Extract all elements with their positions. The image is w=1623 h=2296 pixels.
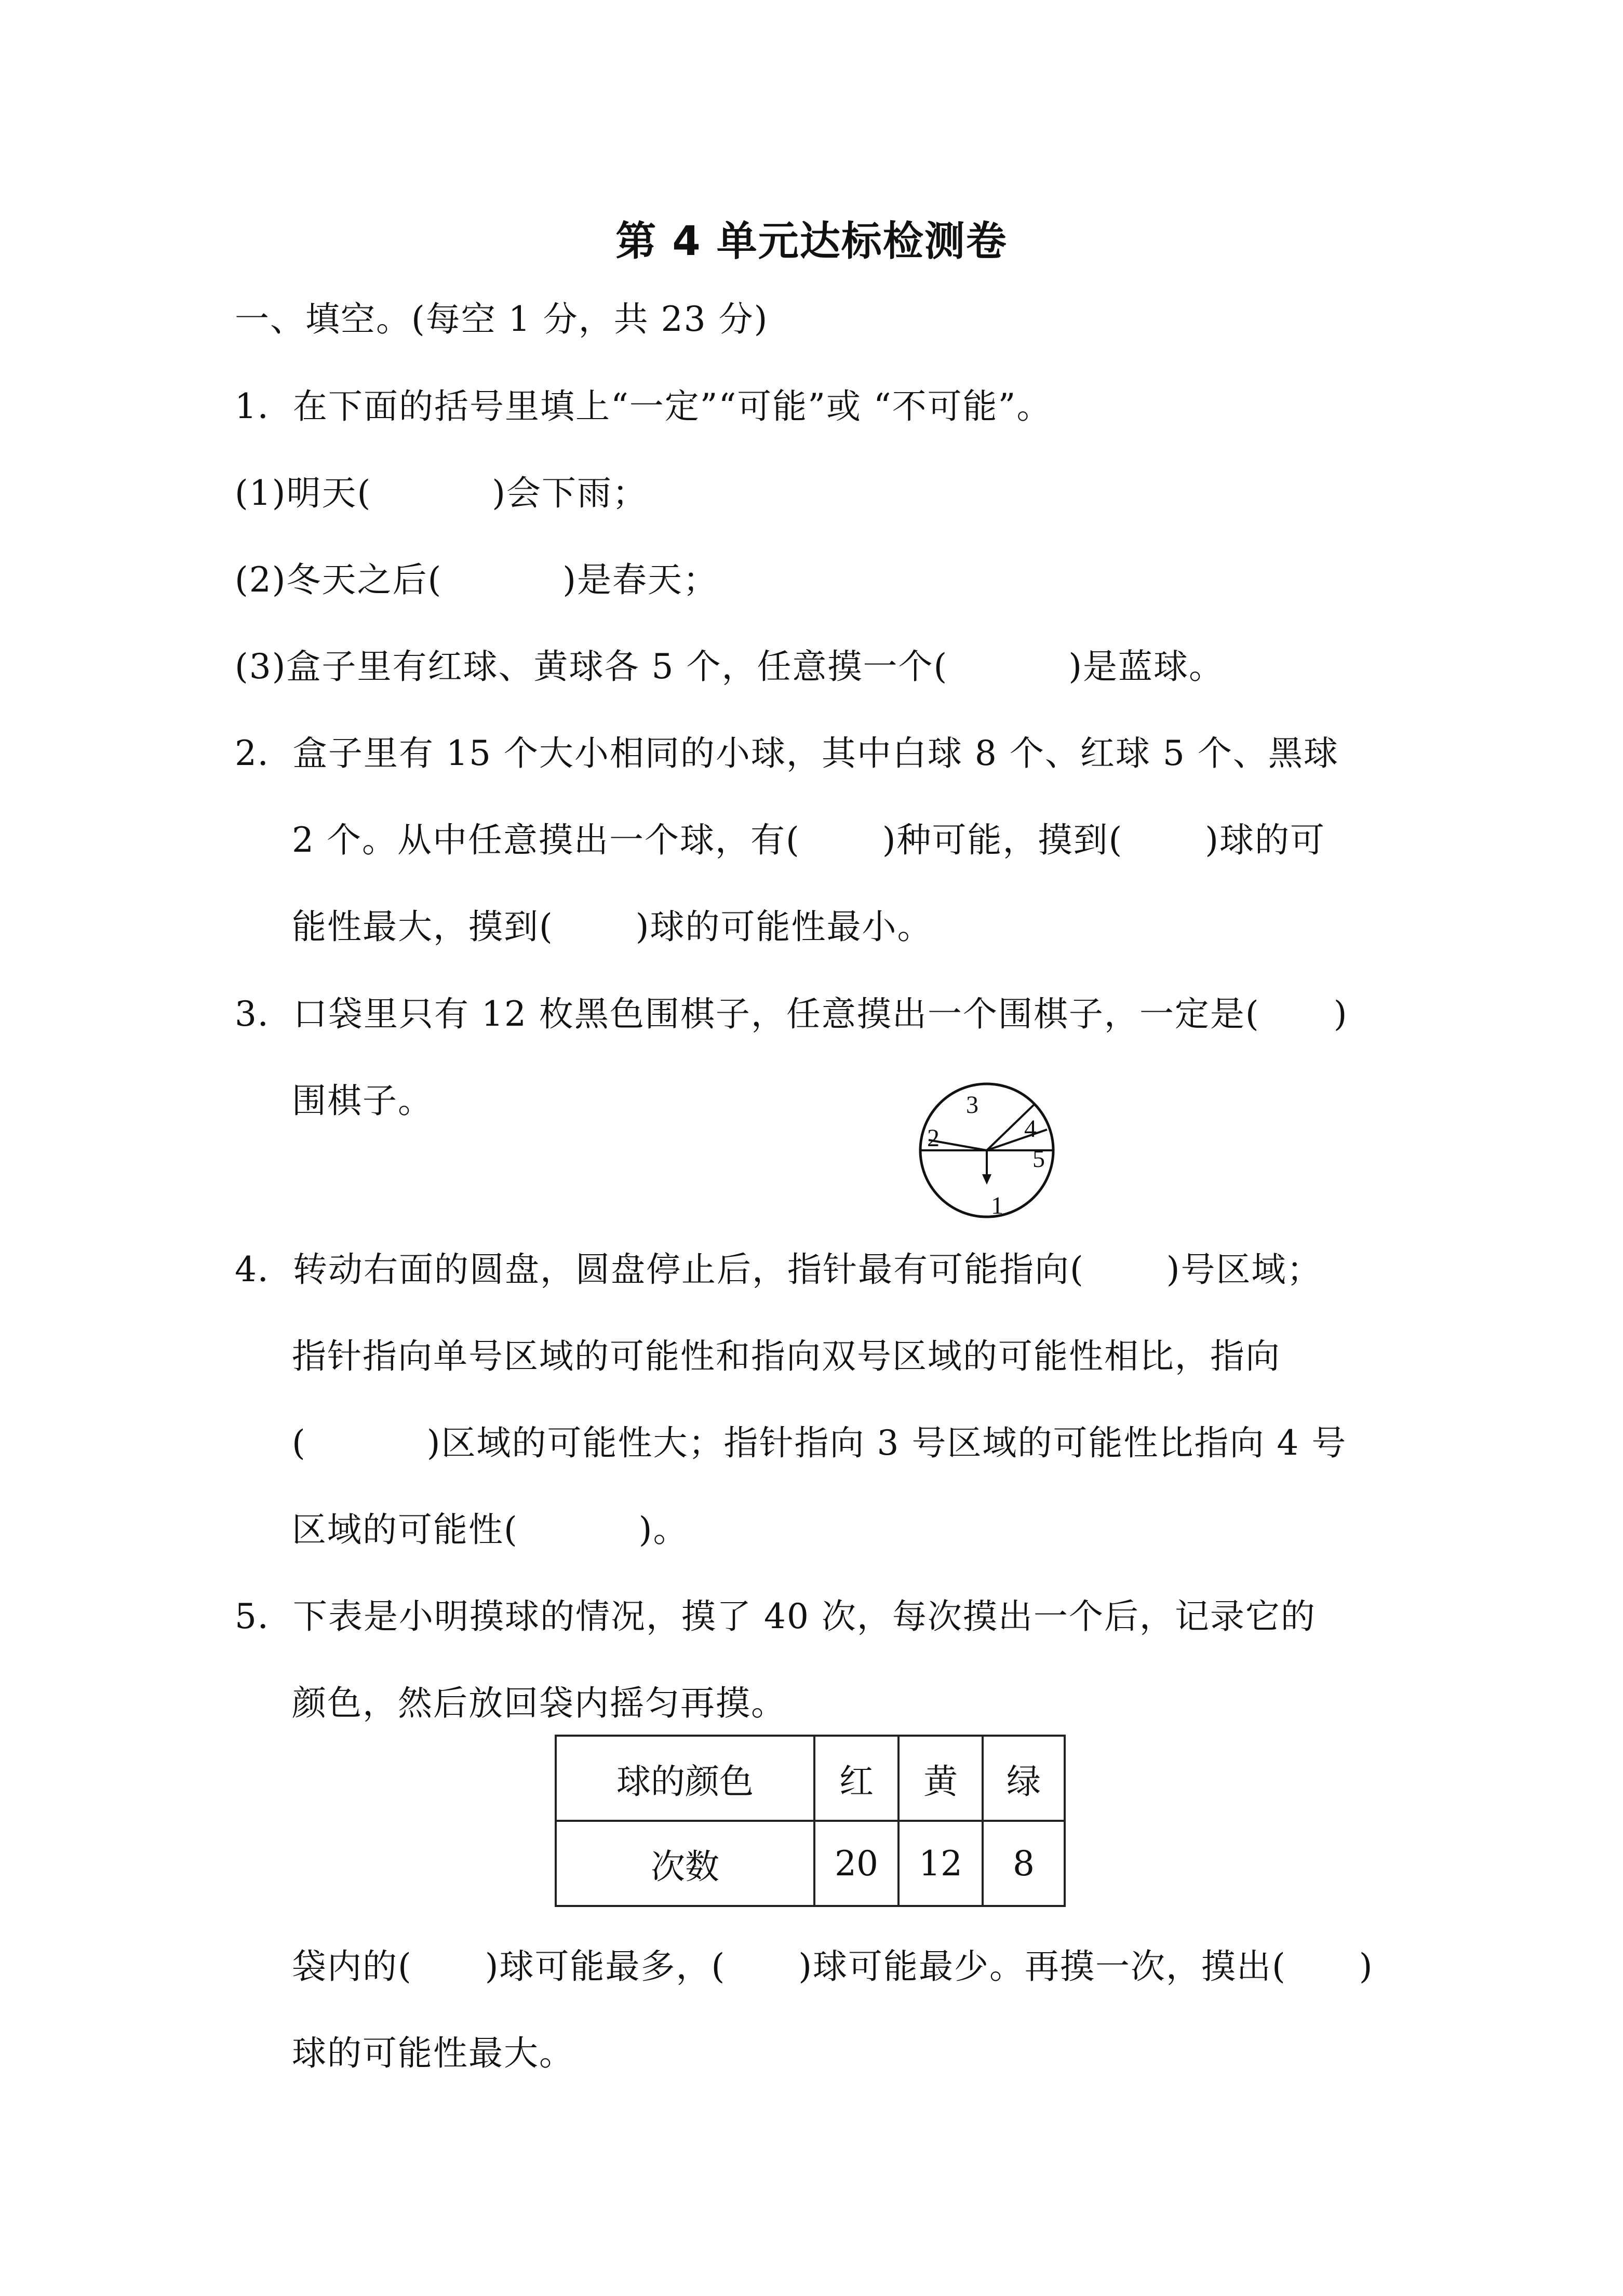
q1-item-3-before: (3)盒子里有红球、黄球各 5 个，任意摸一个( — [235, 647, 948, 687]
q4-line-4-a: 区域的可能性( — [292, 1510, 518, 1550]
ball-count-table — [555, 1735, 1066, 1907]
spinner-label-4: 4 — [1024, 1115, 1037, 1143]
spinner-figure — [909, 1072, 1065, 1228]
q5-line-1: 5．下表是小明摸球的情况，摸了 40 次，每次摸出一个后，记录它的 — [235, 1596, 1316, 1636]
q4-line-3-a: ( — [292, 1423, 306, 1463]
q4-line-4-b: )。 — [638, 1510, 689, 1550]
spinner-label-1: 1 — [991, 1192, 1003, 1219]
q4-line-2: 指针指向单号区域的可能性和指向双号区域的可能性相比，指向 — [292, 1336, 1281, 1376]
q5-after-line-1 — [292, 1943, 1374, 1990]
q1-item-3-after: )是蓝球。 — [1068, 647, 1224, 687]
table-header-cell: 黄 — [898, 1736, 983, 1821]
table-header-cell: 绿 — [983, 1736, 1065, 1821]
q5-after-line-2: 球的可能性最大。 — [292, 2033, 574, 2073]
q1-item-2 — [235, 557, 718, 603]
q4-line-1-b: )号区域； — [1166, 1250, 1322, 1290]
q3-line-1-a: 3．口袋里只有 12 枚黑色围棋子，任意摸出一个围棋子，一定是( — [235, 994, 1260, 1034]
q4-line-4 — [292, 1507, 689, 1553]
q1-item-3 — [235, 643, 1224, 690]
spinner-label-5: 5 — [1032, 1145, 1045, 1173]
table-cell: 次数 — [556, 1821, 814, 1906]
q5-after-b: )球可能最多，( — [485, 1946, 726, 1986]
table-cell: 20 — [814, 1821, 898, 1906]
q4-line-3 — [292, 1420, 1347, 1467]
q2-line-2 — [292, 817, 1325, 864]
q5-after-c: )球可能最少。再摸一次，摸出( — [798, 1946, 1286, 1986]
q1-item-1-before: (1)明天( — [235, 473, 372, 513]
q1-stem: 1．在下面的括号里填上“一定”“可能”或 “不可能”。 — [235, 386, 1052, 426]
table-header-cell: 球的颜色 — [556, 1736, 814, 1821]
q3-line-2: 围棋子。 — [292, 1081, 433, 1121]
q2-line-3-b: )球的可能性最小。 — [635, 907, 933, 947]
q3-line-1-b: ) — [1333, 994, 1348, 1034]
page-title: 第 4 单元达标检测卷 — [615, 218, 1008, 265]
pointer-arrow-icon — [982, 1174, 991, 1185]
table-cell: 8 — [983, 1821, 1065, 1906]
table-header-cell: 红 — [814, 1736, 898, 1821]
q2-line-2-a: 2 个。从中任意摸出一个球，有( — [292, 820, 800, 860]
q5-after-a: 袋内的( — [292, 1946, 412, 1986]
spinner-label-3: 3 — [966, 1091, 978, 1119]
q3-line-1 — [235, 991, 1348, 1038]
spinner-svg — [909, 1072, 1065, 1228]
q1-item-1-after: )会下雨； — [492, 473, 648, 513]
q2-line-2-c: )球的可 — [1205, 820, 1325, 860]
q1-item-1 — [235, 470, 648, 517]
q1-item-2-before: (2)冬天之后( — [235, 560, 442, 600]
q4-line-1-a: 4．转动右面的圆盘，圆盘停止后，指针最有可能指向( — [235, 1250, 1084, 1290]
section-heading: 一、填空。(每空 1 分，共 23 分) — [235, 299, 769, 339]
q1-item-2-after: )是春天； — [562, 560, 718, 600]
q5-after-d: ) — [1359, 1946, 1374, 1986]
q4-line-1 — [235, 1246, 1322, 1293]
q2-line-2-b: )种可能，摸到( — [882, 820, 1123, 860]
table-row — [556, 1736, 1065, 1821]
q4-line-3-b: )区域的可能性大；指针指向 3 号区域的可能性比指向 4 号 — [426, 1423, 1347, 1463]
q5-line-2: 颜色，然后放回袋内摇匀再摸。 — [292, 1683, 786, 1723]
q2-line-3 — [292, 904, 933, 950]
table-row — [556, 1821, 1065, 1906]
spinner-label-2: 2 — [927, 1124, 940, 1152]
q2-line-3-a: 能性最大，摸到( — [292, 907, 554, 947]
table-cell: 12 — [898, 1821, 983, 1906]
q2-line-1: 2．盒子里有 15 个大小相同的小球，其中白球 8 个、红球 5 个、黑球 — [235, 733, 1339, 773]
